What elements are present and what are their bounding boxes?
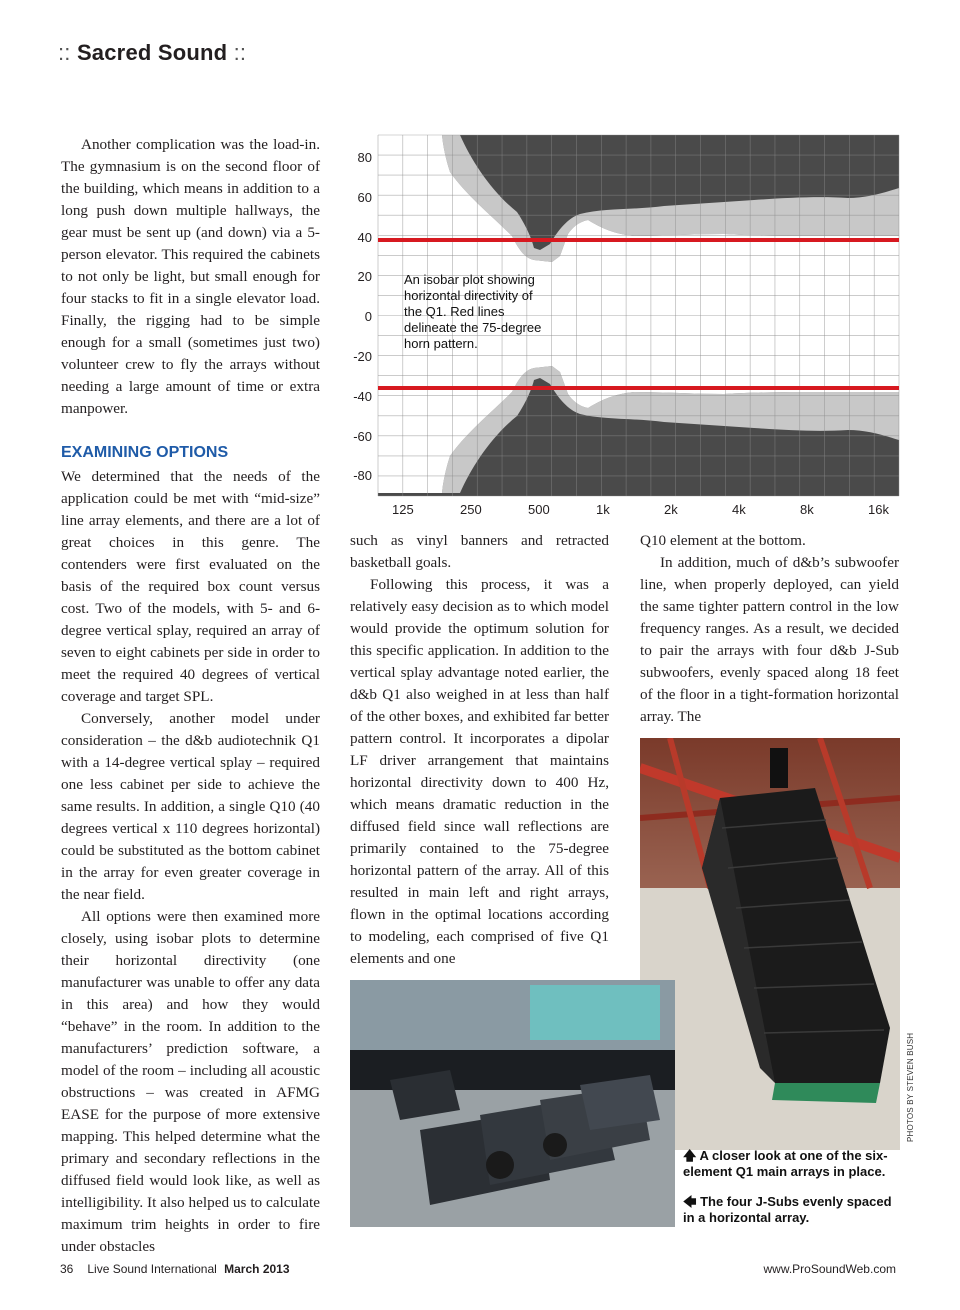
- header-prefix: ::: [58, 40, 71, 65]
- header-suffix: ::: [233, 40, 247, 65]
- article-column-2: [350, 530, 609, 970]
- arrow-up-icon: 🡅: [683, 1148, 697, 1163]
- y-tick-label: -20: [353, 349, 372, 364]
- paragraph: Conversely, another model under consideration – the d&b audiotechnik Q1 with a 14-degree vertical splay – required one less cabinet per side to achieve the same results. In addition, a single Q10 (40 degrees vertical x 110 degrees horizontal) could be substituted as the bottom cabinet in the array for even greater coverage in the near field.: [61, 710, 320, 903]
- paragraph: such as vinyl banners and retracted basketball goals.: [350, 532, 609, 571]
- y-tick-label: 20: [357, 269, 372, 285]
- footer-url[interactable]: www.ProSoundWeb.com: [763, 1262, 896, 1276]
- y-tick-label: 80: [357, 150, 372, 165]
- caption-subs-text: The four J-Subs evenly spaced in a horizontal array.: [683, 1194, 892, 1225]
- x-tick-label: 250: [460, 502, 482, 517]
- y-tick-label: -40: [353, 388, 372, 404]
- footer-left: [60, 1262, 290, 1276]
- paragraph: All options were then examined more closely, using isobar plots to determine their horizontal directivity (one manufacturer was unable to offer any data in this area) and how they would “behave” in the room. In addition to the manufacturers’ prediction software, a model of the room – including all acoustic obstructions – was created in AFMG EASE for the purpose of more extensive mapping. This helped determine what the primary and secondary reflections in the diffused field would look like, as well as intelligibility. It also helped us to calculate maximum trim heights in order to fire under obstacles: [61, 908, 320, 1255]
- subhead-examining-options: EXAMINING OPTIONS: [61, 444, 229, 461]
- y-tick-label: 60: [357, 189, 372, 205]
- photo-credit: PHOTOS BY STEVEN BUSH: [906, 1032, 915, 1142]
- x-tick-label: 500: [528, 502, 550, 517]
- photo-captions: [683, 1148, 898, 1240]
- x-tick-label: 4k: [732, 502, 746, 517]
- page-number: 36: [60, 1262, 74, 1276]
- x-tick-label: 1k: [596, 502, 610, 517]
- y-tick-label: 40: [357, 229, 372, 245]
- paragraph: Another complication was the load-in. The gymnasium is on the second floor of the building, which means in addition to a long push down multiple hallways, the gear must be sent up (and down) via a 5-person elevator. This required the cabinets to not only be light, but small enough for four stacks to fit in a single elevator load. Finally, the rigging had to be simple enough for a small (sometimes just two) volunteer crew to fly the arrays without needing a large amount of time or extra manpower.: [61, 136, 320, 417]
- paragraph: In addition, much of d&b’s subwoofer line, when properly deployed, can yield the same tighter pattern control in the low frequency ranges. As a result, we decided to pair the arrays with four d&b J-Sub subwoofers, evenly spaced along 18 feet of the floor in a tight-formation horizontal array. The: [640, 554, 899, 725]
- y-tick-label: -80: [353, 468, 372, 484]
- paragraph: We determined that the needs of the application could be met with “mid-size” line array elements, and there are a lot of great choices in this genre. The contenders were first evaluated on the basis of the required box count versus cost. Two of the models, with 5- and 6-degree vertical splay, required an array of seven to eight cabinets per side in order to meet the required 40 degrees of vertical coverage and target SPL.: [61, 468, 320, 705]
- x-tick-label: 16k: [868, 502, 889, 517]
- paragraph: Q10 element at the bottom.: [640, 532, 806, 549]
- x-tick-label: 8k: [800, 502, 814, 517]
- y-tick-label: -60: [353, 428, 372, 444]
- arrow-left-icon: 🡄: [683, 1194, 697, 1209]
- section-header: [58, 40, 246, 66]
- issue-date: March 2013: [224, 1262, 290, 1276]
- caption-array: [683, 1148, 898, 1180]
- photo-q1-array: [640, 738, 900, 1150]
- caption-array-text: A closer look at one of the six-element Q1 main arrays in place.: [683, 1148, 888, 1179]
- caption-subs: [683, 1194, 898, 1226]
- magazine-name: Live Sound International: [87, 1262, 217, 1276]
- header-title: Sacred Sound: [76, 40, 228, 65]
- article-column-3: [640, 530, 899, 728]
- isobar-plot: [342, 132, 900, 522]
- article-column-1: [61, 134, 320, 1258]
- paragraph: Following this process, it was a relatively easy decision as to which model would provide the optimum solution for this specific application. In addition to the vertical splay advantage noted earlier, the d&b Q1 also weighed in at less than half of the other boxes, and exhibited far better pattern control. It incorporates a dipolar LF driver arrangement that maintains horizontal directivity down to 400 Hz, which means dramatic reduction in the diffused field since wall reflections are primarily contained to the 75-degree horizontal pattern of the array. All of this resulted in main left and right arrays, flown in the optimal locations according to modeling, each comprised of five Q1 elements and one: [350, 576, 609, 967]
- x-tick-label: 2k: [664, 502, 678, 517]
- photo-j-subs: [350, 980, 675, 1227]
- plot-note: An isobar plot showing horizontal directivity of the Q1. Red lines delineate the 75-degree horn pattern.: [404, 272, 542, 351]
- y-tick-label: 0: [364, 309, 372, 325]
- x-tick-label: 125: [392, 502, 414, 517]
